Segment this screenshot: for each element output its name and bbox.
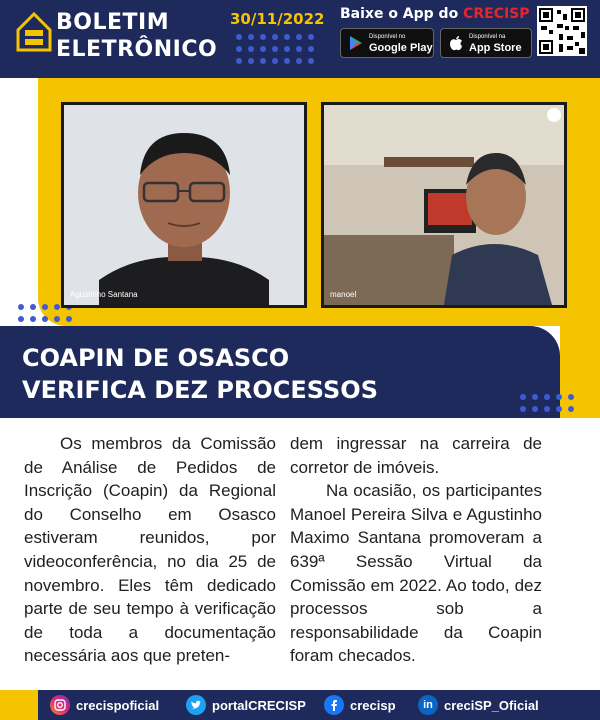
twitter-link[interactable]	[186, 695, 306, 715]
bulletin-date: 30/11/2022	[230, 10, 325, 28]
app-label-prefix: Baixe o App do	[340, 6, 464, 22]
photo-caption-left: Agustinho Santana	[70, 290, 138, 299]
app-label-brand: CRECISP	[463, 6, 530, 22]
accent-block-left	[0, 690, 38, 720]
facebook-handle: crecisp	[350, 697, 396, 713]
article-column-2	[290, 432, 542, 668]
bulletin-title-line2: ELETRÔNICO	[56, 37, 218, 62]
google-play-small-label: Disponível no	[369, 33, 406, 40]
article-paragraph-2: Na ocasião, os participantes Manoel Pereira Silva e Agustinho Maximo Santana promoveram a 639ª Sessão Virtual da Comissão em 2022. Ao todo, dez processos sob a responsabilidade da Coapin foram checados.	[290, 481, 542, 666]
facebook-icon	[324, 695, 344, 715]
instagram-handle: crecispoficial	[76, 697, 160, 713]
article-title-line2: VERIFICA DEZ PROCESSOS	[22, 376, 378, 404]
google-play-button[interactable]	[340, 28, 434, 58]
app-store-small-label: Disponível na	[469, 33, 506, 40]
article-column-1	[24, 432, 276, 668]
instagram-icon	[50, 695, 70, 715]
qr-code-icon[interactable]	[537, 6, 587, 56]
app-download-label	[340, 6, 530, 22]
decorative-dots-header	[236, 34, 314, 64]
app-store-label: App Store	[469, 41, 522, 54]
building-icon	[14, 10, 54, 54]
article-paragraph-1-cont: dem ingressar na carreira de corretor de imóveis.	[290, 434, 542, 477]
instagram-link[interactable]	[50, 695, 159, 715]
app-store-button[interactable]	[440, 28, 532, 58]
linkedin-link[interactable]	[418, 695, 539, 715]
article-title-line1: COAPIN DE OSASCO	[22, 344, 290, 372]
google-play-icon	[347, 34, 365, 52]
linkedin-handle: creciSP_Oficial	[444, 697, 539, 713]
bulletin-title	[56, 9, 217, 63]
article-paragraph-1: Os membros da Comissão de Análise de Pedidos de Inscrição (Coapin) da Regional do Conselho em Osasco estiveram reunidos, por videoconferência, no dia 25 de novembro. Eles têm dedicado parte de seu tempo à verificação de toda a documentação necessária aos que preten-	[24, 434, 276, 666]
photo-agustinho	[61, 102, 307, 308]
linkedin-icon: in	[418, 695, 438, 715]
decorative-dots-right	[520, 394, 574, 412]
photo-manoel	[321, 102, 567, 308]
article-title	[22, 342, 378, 406]
twitter-icon	[186, 695, 206, 715]
google-play-label: Google Play	[369, 41, 433, 54]
twitter-handle: portalCRECISP	[212, 697, 306, 713]
apple-icon	[447, 34, 465, 52]
photo-caption-right: manoel	[330, 290, 357, 299]
facebook-link[interactable]	[324, 695, 396, 715]
bulletin-title-line1: BOLETIM	[56, 10, 170, 35]
